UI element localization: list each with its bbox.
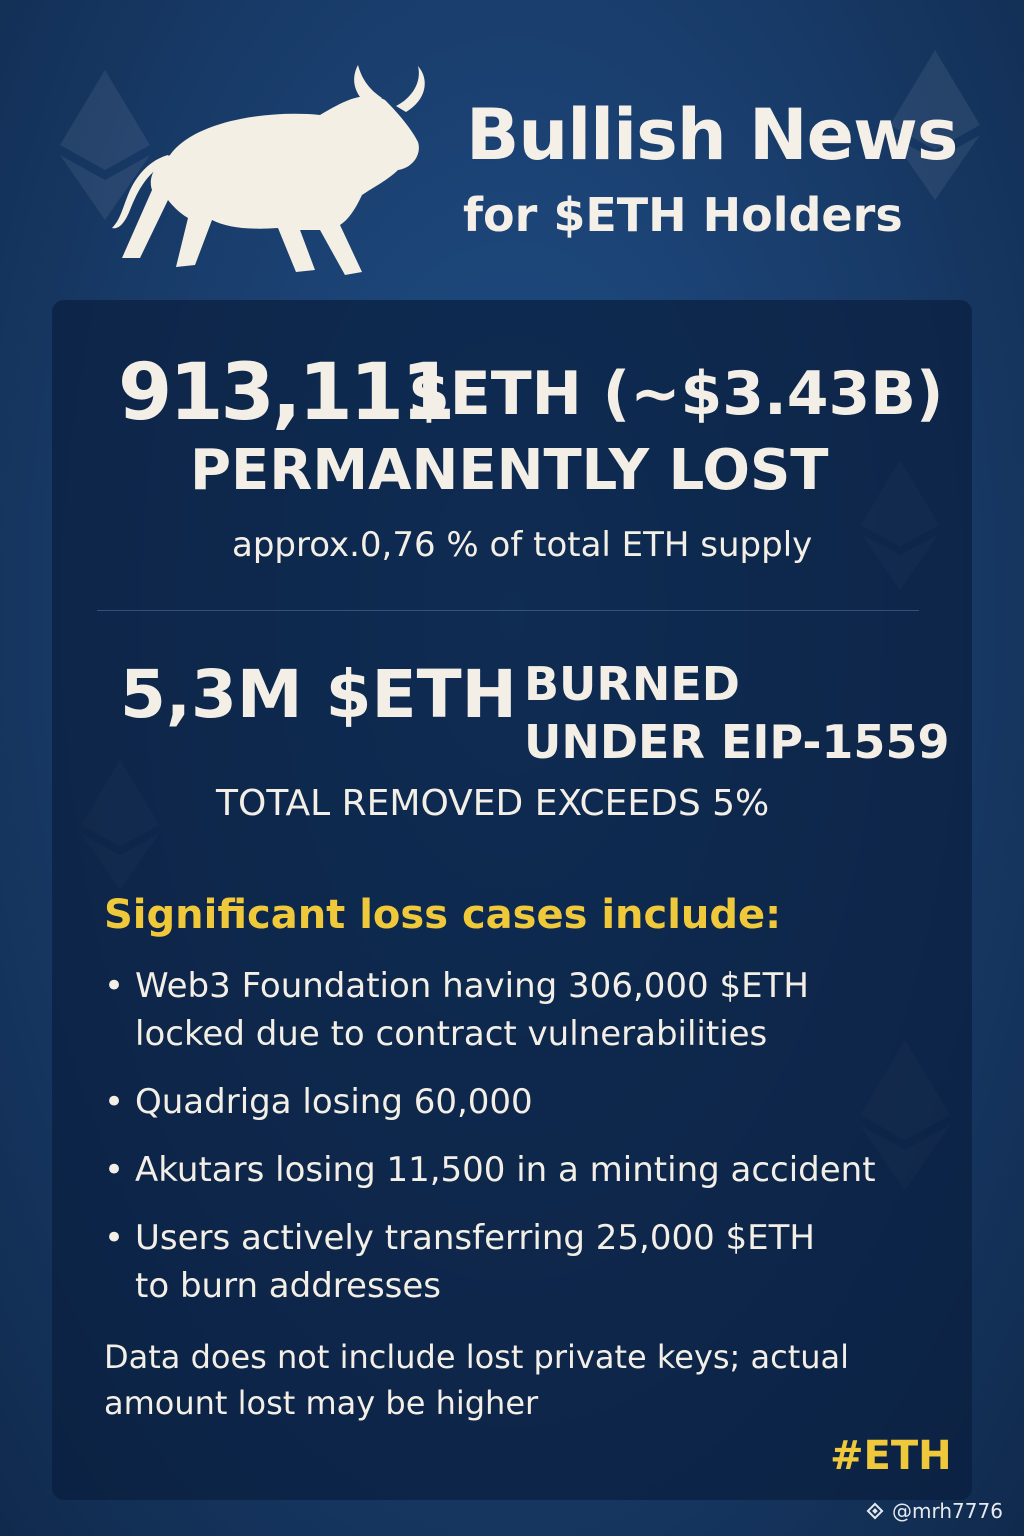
author-handle: @mrh7776 bbox=[892, 1499, 1003, 1523]
list-item-line2: locked due to contract vulnerabilities bbox=[135, 1014, 768, 1054]
list-item bbox=[104, 1146, 944, 1194]
footnote-line1: Data does not include lost private keys; actual bbox=[104, 1338, 850, 1376]
section-divider bbox=[97, 610, 919, 611]
header bbox=[0, 0, 1024, 300]
footnote bbox=[104, 1334, 849, 1426]
page-title: Bullish News bbox=[466, 94, 958, 176]
lost-eth-amount: 913,111 bbox=[118, 348, 453, 438]
lost-supply-note: approx.0,76 % of total ETH supply bbox=[232, 525, 813, 565]
footnote-line2: amount lost may be higher bbox=[104, 1384, 539, 1422]
bullet-icon: • bbox=[104, 1218, 125, 1258]
list-item bbox=[104, 1214, 944, 1310]
cases-heading: Significant loss cases include: bbox=[104, 892, 782, 938]
bull-icon bbox=[100, 60, 440, 285]
list-item-line1: Akutars losing 11,500 in a minting accident bbox=[135, 1150, 876, 1190]
burned-label-line2: UNDER EIP-1559 bbox=[524, 715, 950, 769]
bullet-icon: • bbox=[104, 966, 125, 1006]
list-item-line2: to burn addresses bbox=[135, 1266, 442, 1306]
bullet-icon: • bbox=[104, 1082, 125, 1122]
list-item-line1: Web3 Foundation having 306,000 $ETH bbox=[135, 966, 809, 1006]
hashtag: #ETH bbox=[830, 1433, 952, 1479]
burned-eth-amount: 5,3M $ETH bbox=[120, 656, 517, 733]
bullet-icon: • bbox=[104, 1150, 125, 1190]
watermark bbox=[864, 1496, 1003, 1526]
binance-diamond-icon bbox=[864, 1500, 886, 1522]
list-item bbox=[104, 1078, 944, 1126]
page-subtitle: for $ETH Holders bbox=[463, 188, 903, 242]
lost-eth-value: $ETH (~$3.43B) bbox=[408, 359, 944, 429]
total-removed-note: TOTAL REMOVED EXCEEDS 5% bbox=[216, 783, 770, 824]
lost-label: PERMANENTLY LOST bbox=[190, 438, 829, 503]
burned-label-line1: BURNED bbox=[524, 657, 740, 711]
list-item-line1: Quadriga losing 60,000 bbox=[135, 1082, 533, 1122]
list-item bbox=[104, 962, 944, 1058]
list-item-line1: Users actively transferring 25,000 $ETH bbox=[135, 1218, 815, 1258]
